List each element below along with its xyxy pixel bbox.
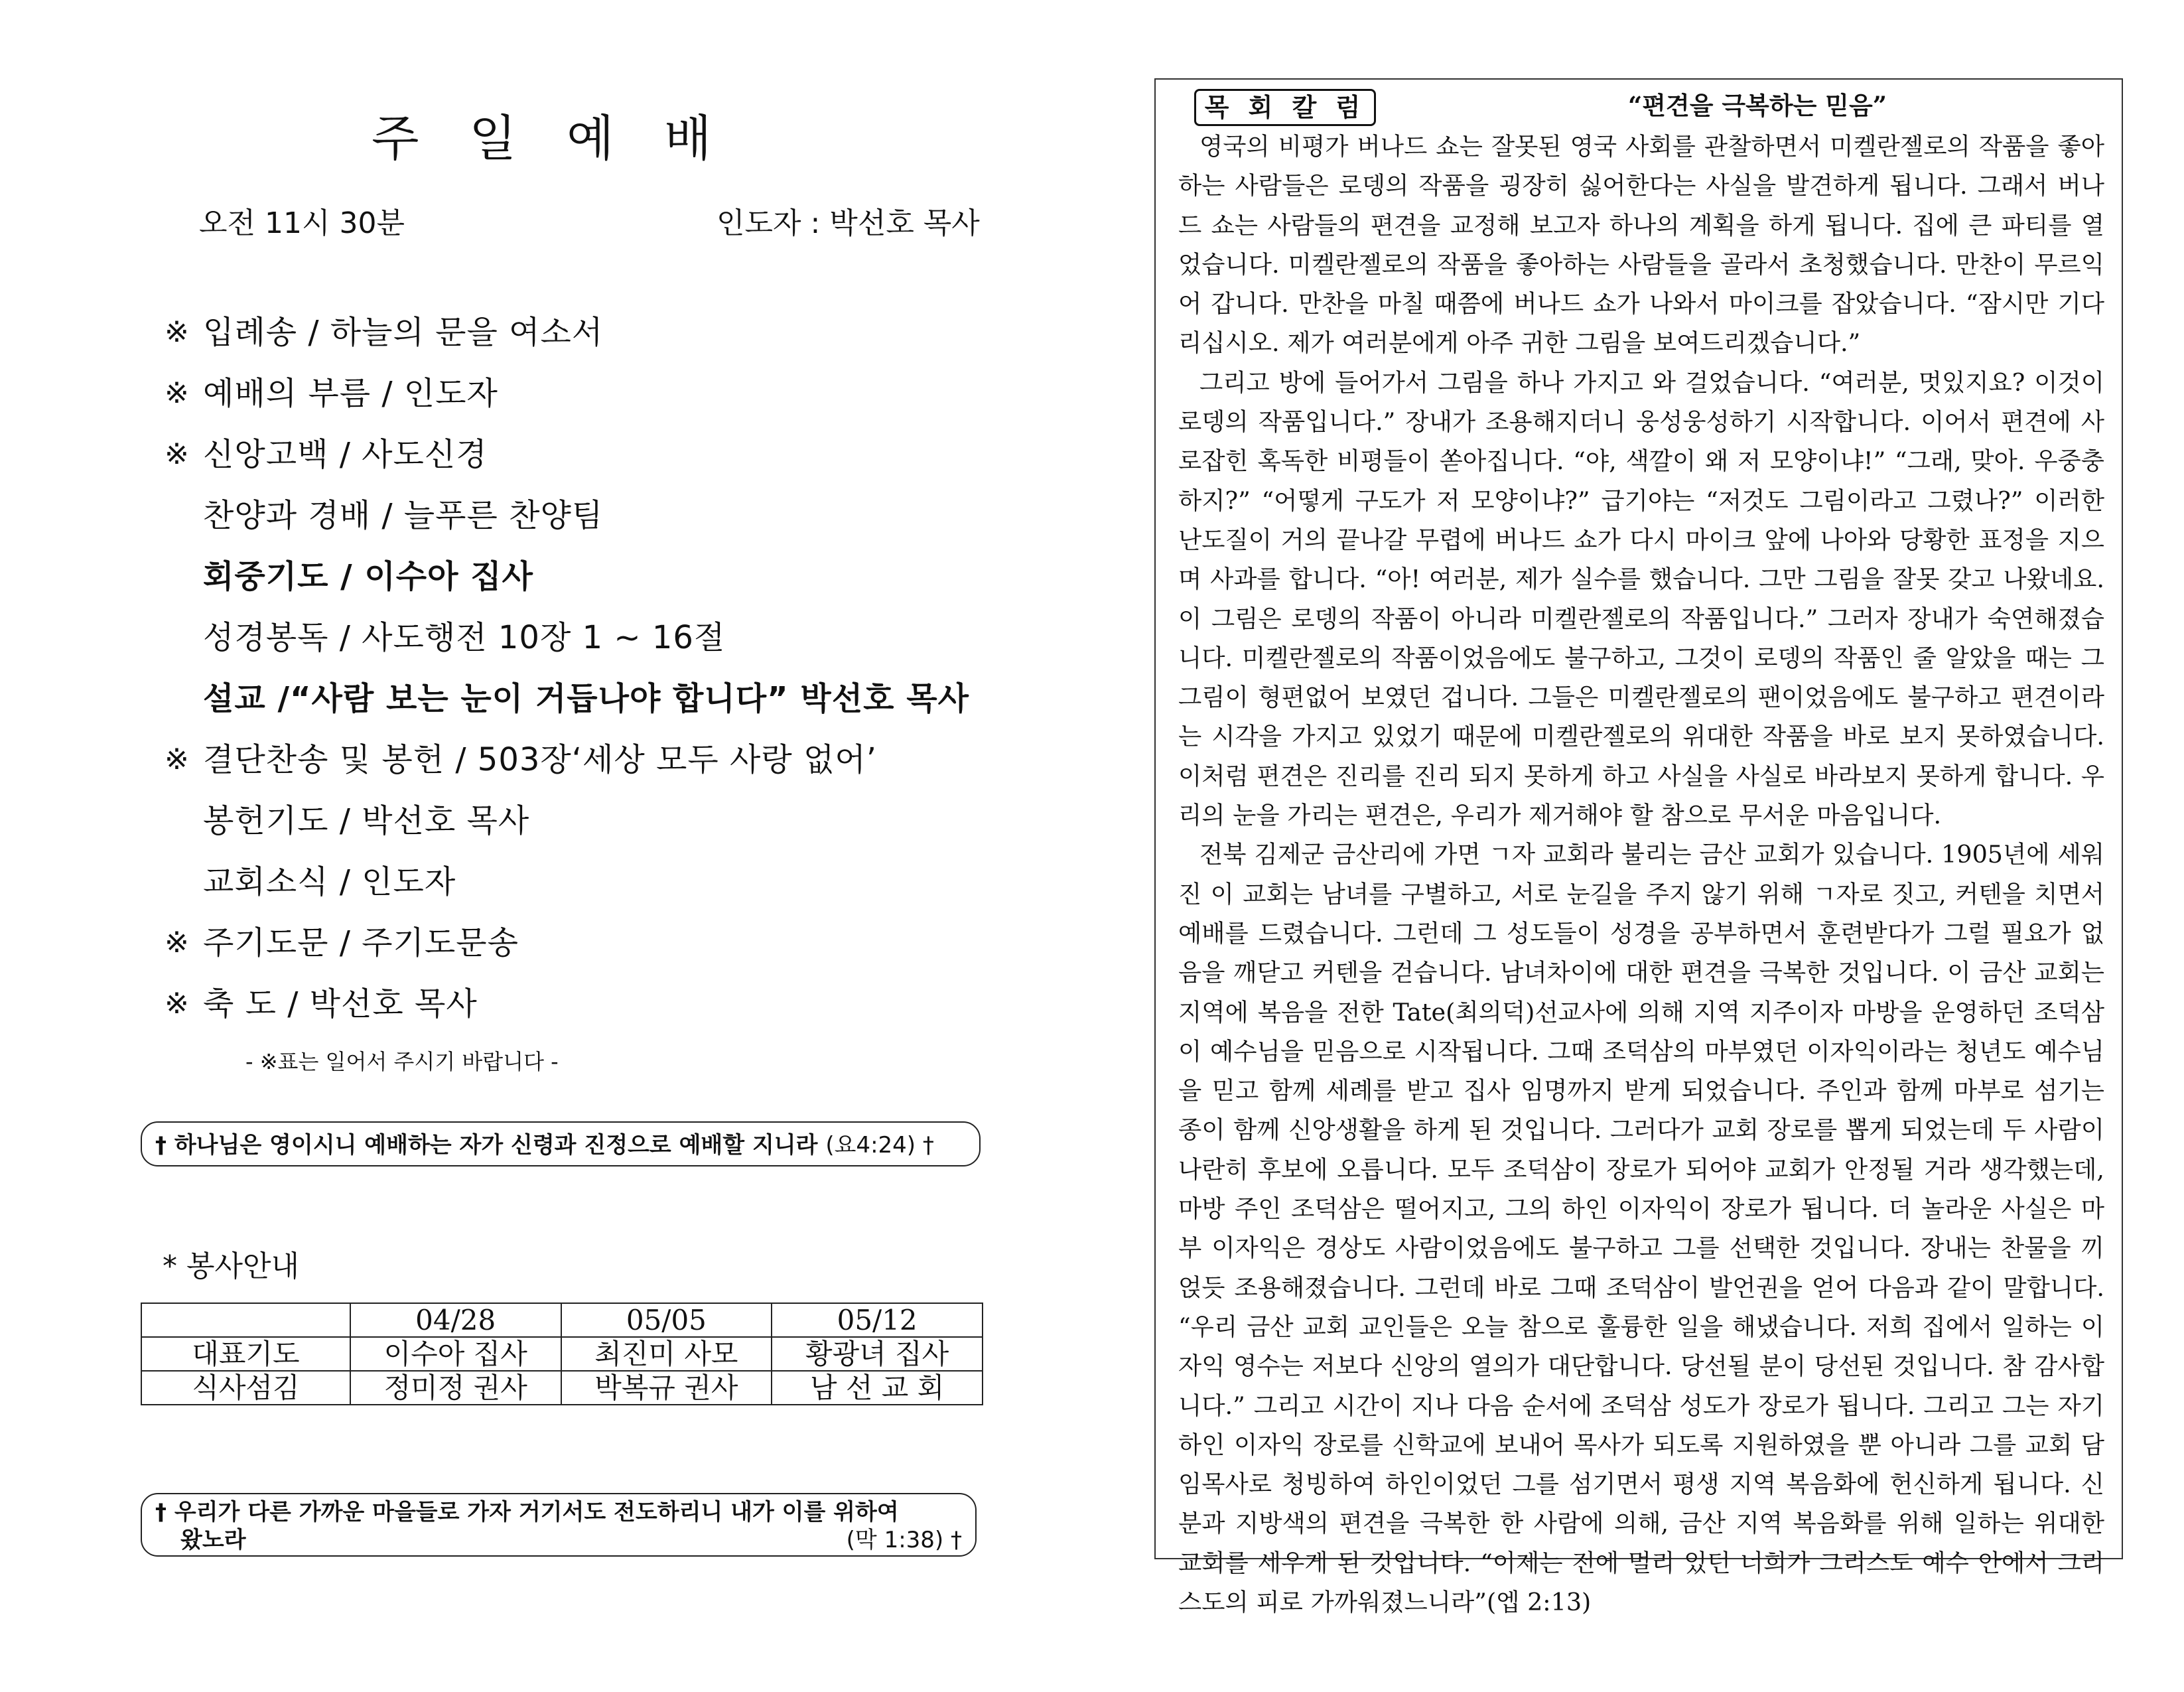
order-item	[153, 424, 1015, 485]
order-item-text: 설교 /“사람 보는 눈이 거듭나야 합니다” 박선호 목사	[203, 680, 969, 717]
column-body	[1178, 127, 2104, 1622]
order-item-text: 찬양과 경배 / 늘푸른 찬양팀	[203, 497, 604, 534]
verse-reference: (막 1:38) †	[846, 1527, 962, 1553]
order-item	[153, 485, 1015, 546]
standing-mark: ※	[165, 926, 189, 959]
order-item	[153, 912, 1015, 973]
pastor-column-box	[1154, 78, 2123, 1616]
column-paragraph: 그리고 방에 들어가서 그림을 하나 가지고 와 걸었습니다. “여러분, 멋있지요? 이것이 로뎅의 작품입니다.” 장내가 조용해지더니 웅성웅성하기 시작합니다. 이어서 편견에 사로잡힌 혹독한 비평들이 쏟아집니다. “야, 색깔이 왜 저 모양이냐!” “그래, 맞아. 우중충하지?” “어떻게 구도가 저 모양이냐?” 급기야는 “저것도 그림이라고 그렸나?” 이러한 난도질이 거의 끝나갈 무렵에 버나드 쇼가 다시 마이크 앞에 나아와 당황한 표정을 지으며 사과를 합니다. “아! 여러분, 제가 실수를 했습니다. 그만 그림을 잘못 갖고 나왔네요. 이 그림은 로뎅의 작품이 아니라 미켈란젤로의 작품입니다.” 그러자 장내가 숙연해졌습니다. 미켈란젤로의 작품이었음에도 불구하고, 그것이 로뎅의 작품인 줄 알았을 때는 그 그림이 형편없어 보였던 겁니다. 그들은 미켈란젤로의 팬이었음에도 불구하고 편견이라는 시각을 가지고 있었기 때문에 미켈란젤로의 위대한 작품을 바로 보지 못하였습니다. 이처럼 편견은 진리를 진리 되지 못하게 하고 사실을 사실로 바라보지 못하게 합니다. 우리의 눈을 가리는 편견은, 우리가 제거해야 할 참으로 무서운 마음입니다.	[1178, 368, 2104, 830]
verse-line2-row	[155, 1526, 962, 1554]
service-guide-title: * 봉사안내	[163, 1249, 300, 1283]
order-item	[153, 973, 1015, 1034]
order-item	[153, 302, 1015, 363]
standing-mark: ※	[165, 437, 189, 471]
standing-mark: ※	[165, 315, 189, 349]
page-title: 주 일 예 배	[372, 110, 729, 167]
verse-text-line1: † 우리가 다른 가까운 마을들로 가자 거기서도 전도하리니 내가 이를 위하여	[155, 1499, 899, 1525]
order-item-text: 축 도 / 박선호 목사	[203, 985, 478, 1022]
worship-order-list	[153, 302, 1015, 1034]
column-title: “편견을 극복하는 믿음”	[1628, 91, 1887, 120]
order-item-text: 신앙고백 / 사도신경	[203, 436, 488, 473]
table-header-cell	[141, 1303, 350, 1337]
table-cell: 남 선 교 회	[772, 1371, 983, 1405]
order-item-text: 성경봉독 / 사도행전 10장 1 ~ 16절	[203, 619, 726, 656]
standing-mark: ※	[165, 376, 189, 410]
order-item-text: 주기도문 / 주기도문송	[203, 924, 519, 961]
table-header-cell: 05/05	[561, 1303, 772, 1337]
order-item-text: 예배의 부름 / 인도자	[203, 375, 498, 412]
column-label: 목 회 칼 럼	[1194, 89, 1376, 126]
table-row	[141, 1371, 983, 1405]
standing-mark: ※	[165, 987, 189, 1021]
table-row	[141, 1337, 983, 1371]
order-item-text: 봉헌기도 / 박선호 목사	[203, 802, 530, 839]
order-item	[153, 546, 1015, 607]
order-item	[153, 729, 1015, 790]
verse-text: † 하나님은 영이시니 예배하는 자가 신령과 진정으로 예배할 지니라	[155, 1132, 818, 1159]
standing-note: - ※표는 일어서 주시기 바랍니다 -	[245, 1049, 559, 1074]
table-header-row	[141, 1303, 983, 1337]
table-cell: 박복규 권사	[561, 1371, 772, 1405]
table-header-cell: 05/12	[772, 1303, 983, 1337]
column-paragraph: 전북 김제군 금산리에 가면 ㄱ자 교회라 불리는 금산 교회가 있습니다. 1905년에 세워진 이 교회는 남녀를 구별하고, 서로 눈길을 주지 않기 위해 ㄱ자로 짓고, 커텐을 치면서 예배를 드렸습니다. 그런데 그 성도들이 성경을 공부하면서 훈련받다가 그럴 필요가 없음을 깨닫고 커텐을 걷습니다. 남녀차이에 대한 편견을 극복한 것입니다. 이 금산 교회는 지역에 복음을 전한 Tate(최의덕)선교사에 의해 지역 지주이자 마방을 운영하던 조덕삼이 예수님을 믿음으로 시작됩니다. 그때 조덕삼의 마부였던 이자익이라는 청년도 예수님을 믿고 함께 세례를 받고 집사 임명까지 받게 되었습니다. 주인과 함께 마부로 섬기는 종이 함께 신앙생활을 하게 된 것입니다. 그러다가 교회 장로를 뽑게 되었는데 두 사람이 나란히 후보에 오릅니다. 모두 조덕삼이 장로가 되어야 교회가 안정될 거라 생각했는데, 마방 주인 조덕삼은 떨어지고, 그의 하인 이자익이 장로가 됩니다. 더 놀라운 사실은 마부 이자익은 경상도 사람이었음에도 불구하고 그를 선택한 것입니다. 장내는 찬물을 끼얹듯 조용해졌습니다. 그런데 바로 그때 조덕삼이 발언권을 얻어 다음과 같이 말합니다. “우리 금산 교회 교인들은 오늘 참으로 훌륭한 일을 해냈습니다. 저희 집에서 일하는 이자익 영수는 저보다 신앙의 열의가 대단합니다. 당선될 분이 당선된 것입니다. 참 감사합니다.” 그리고 시간이 지나 다음 순서에 조덕삼 성도가 장로가 됩니다. 그리고 그는 자기 하인 이자익 장로를 신학교에 보내어 목사가 되도록 지원하였을 뿐 아니라 그를 교회 담임목사로 청빙하여 하인이었던 그를 섬기면서 평생 지역 복음화에 헌신하게 됩니다. 신분과 지방색의 편견을 극복한 한 사람에 의해, 금산 지역 복음화를 위해 일하는 위대한 교회를 세우게 된 것입니다. “이제는 전에 멀리 있던 너희가 그리스도 예수 안에서 그리스도의 피로 가까워졌느니라”(엡 2:13)	[1178, 840, 2104, 1616]
verse-box-mark	[141, 1493, 977, 1557]
order-item-text: 교회소식 / 인도자	[203, 863, 456, 900]
order-item	[153, 668, 1015, 729]
verse-box-john	[141, 1121, 981, 1166]
order-item-text: 결단찬송 및 봉헌 / 503장‘세상 모두 사랑 없어’	[203, 741, 877, 778]
table-cell: 이수아 집사	[350, 1337, 561, 1371]
order-item	[153, 607, 1015, 668]
service-time: 오전 11시 30분	[199, 206, 405, 240]
service-time-row	[199, 199, 1008, 242]
table-cell: 정미정 권사	[350, 1371, 561, 1405]
order-item-text: 회중기도 / 이수아 집사	[203, 558, 533, 595]
order-item	[153, 363, 1015, 424]
table-cell: 황광녀 집사	[772, 1337, 983, 1371]
service-schedule-table	[141, 1303, 983, 1405]
table-header-cell: 04/28	[350, 1303, 561, 1337]
verse-reference: (요4:24) †	[825, 1132, 934, 1159]
column-paragraph: 영국의 비평가 버나드 쇼는 잘못된 영국 사회를 관찰하면서 미켈란젤로의 작품을 좋아하는 사람들은 로뎅의 작품을 굉장히 싫어한다는 사실을 발견하게 됩니다. 그래서 버나드 쇼는 사람들의 편견을 교정해 보고자 하나의 계획을 하게 됩니다. 집에 큰 파티를 열었습니다. 미켈란젤로의 작품을 좋아하는 사람들을 골라서 초청했습니다. 만찬이 무르익어 갑니다. 만찬을 마칠 때쯤에 버나드 쇼가 나와서 마이크를 잡았습니다. “잠시만 기다리십시오. 제가 여러분에게 아주 귀한 그림을 보여드리겠습니다.”	[1178, 132, 2104, 358]
table-cell: 최진미 사모	[561, 1337, 772, 1371]
table-cell: 식사섬김	[141, 1371, 350, 1405]
order-item-text: 입례송 / 하늘의 문을 여소서	[203, 314, 604, 351]
service-leader: 인도자 : 박선호 목사	[717, 206, 980, 240]
standing-mark: ※	[165, 742, 189, 776]
order-item	[153, 790, 1015, 851]
verse-text-line2: 왔노라	[180, 1527, 246, 1553]
worship-order-page	[0, 0, 1035, 1692]
table-cell: 대표기도	[141, 1337, 350, 1371]
order-item	[153, 851, 1015, 912]
